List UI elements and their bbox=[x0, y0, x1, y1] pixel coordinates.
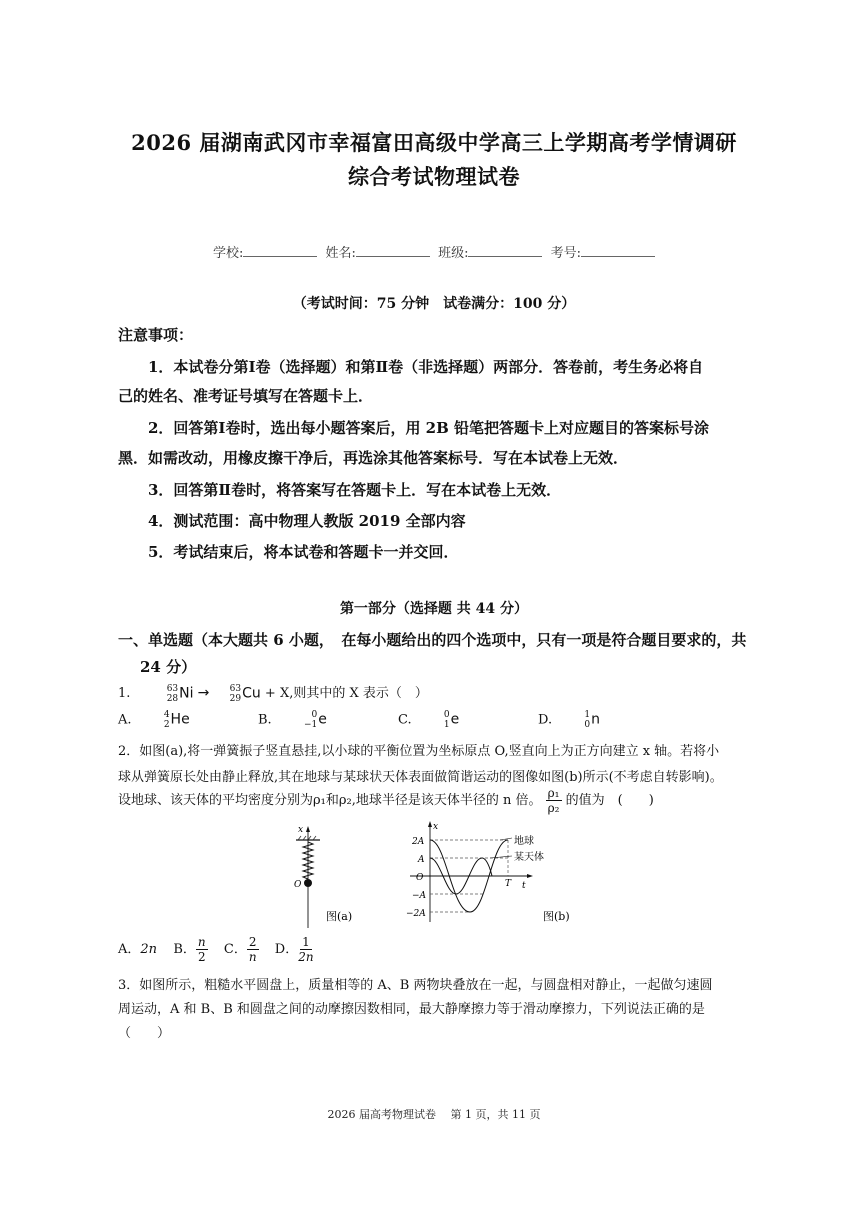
note-item-2-line1: 2．回答第Ⅰ卷时，选出每小题答案后，用 2B 铅笔把答题卡上对应题目的答案标号涂 bbox=[148, 419, 710, 437]
fig-b-axis-x: x bbox=[433, 822, 439, 832]
note-item-5: 5．考试结束后，将本试卷和答题卡一并交回． bbox=[148, 543, 459, 561]
question-1-stem bbox=[118, 682, 428, 704]
figure-a-spring bbox=[278, 820, 378, 930]
fig-b-tick-2a: 2A bbox=[412, 837, 425, 847]
fig-a-origin: O bbox=[294, 880, 302, 890]
fig-a-caption: 图(a) bbox=[326, 910, 353, 923]
question-2-line2: 球从弹簧原长处由静止释放,其在地球与某球状天体表面做简谐运动的图像如图(b)所示(不考虑自转影响)。 bbox=[118, 770, 723, 785]
class-field[interactable] bbox=[468, 244, 542, 257]
note-item-1-line1: 1．本试卷分第Ⅰ卷（选择题）和第Ⅱ卷（非选择题）两部分．答卷前，考生务必将自 bbox=[148, 358, 704, 376]
question-1-option-c[interactable]: C. 0 1 e bbox=[398, 710, 460, 730]
fig-b-caption: 图(b) bbox=[543, 910, 570, 923]
question-2-option-a[interactable]: A．2n bbox=[118, 942, 158, 957]
name-label: 姓名: bbox=[325, 246, 356, 261]
question-1-option-a[interactable]: A. 4 2 He bbox=[118, 710, 190, 730]
note-item-2-line2: 黑．如需改动，用橡皮擦干净后，再选涂其他答案标号．写在本试卷上无效． bbox=[118, 449, 629, 467]
question-3-line2: 周运动，A 和 B、B 和圆盘之间的动摩擦因数相同，最大静摩擦力等于滑动摩擦力，下列说法正确的是 bbox=[118, 1002, 705, 1017]
section1-subtitle-line1: 一、单选题（本大题共 6 小题， 在每小题给出的四个选项中，只有一项是符合题目要求的，共 bbox=[118, 631, 747, 649]
question-1-option-d[interactable]: D. 1 0 n bbox=[538, 710, 600, 730]
page-footer: 2026 届高考物理试卷 第 1 页，共 11 页 bbox=[327, 1108, 541, 1121]
page-title-line1: 2026 届湖南武冈市幸福富田高级中学高三上学期高考学情调研 bbox=[131, 130, 737, 155]
notes-heading: 注意事项： bbox=[118, 326, 194, 344]
exam-no-label: 考号: bbox=[550, 246, 581, 261]
fig-b-tick-t: T bbox=[505, 879, 512, 889]
section1-subtitle-line2: 24 分） bbox=[140, 658, 197, 676]
school-label: 学校: bbox=[213, 246, 244, 261]
note-item-4: 4．测试范围：高中物理人教版 2019 全部内容 bbox=[148, 512, 466, 530]
fig-b-legend-earth: 地球 bbox=[514, 836, 534, 847]
copper-nuclide: 63 29 Cu bbox=[229, 683, 261, 704]
nickel-nuclide: 63 28 Ni bbox=[166, 683, 194, 704]
student-info-row bbox=[213, 242, 659, 261]
question-1-number: 1. bbox=[118, 686, 131, 701]
question-2-option-c[interactable]: C． $\frac{2}{n}$ bbox=[223, 935, 257, 964]
exam-meta: （考试时间：75 分钟 试卷满分：100 分） bbox=[292, 296, 576, 312]
question-3-line3: （ ） bbox=[118, 1026, 171, 1041]
question-2-options bbox=[118, 935, 314, 964]
question-1-option-b[interactable]: B. 0 −1 e bbox=[258, 710, 327, 730]
exam-no-field[interactable] bbox=[581, 244, 655, 257]
reaction-arrow: → bbox=[197, 685, 210, 701]
fig-b-axis-t: t bbox=[522, 881, 526, 891]
question-2-line3: 设地球、该天体的平均密度分别为ρ₁和ρ₂,地球半径是该天体半径的 n 倍。 $\frac{\text{ρ₁}}{\text{ρ₂}}$ 的值为 ( ) bbox=[118, 786, 654, 815]
question-2-option-b[interactable]: B． $\frac{n}{2}$ bbox=[173, 935, 206, 964]
fig-b-legend-body: 某天体 bbox=[514, 852, 544, 863]
question-2-option-d[interactable]: D． $\frac{1}{2n}$ bbox=[274, 935, 314, 964]
school-field[interactable] bbox=[243, 244, 317, 257]
density-ratio: $\frac{\text{ρ₁}}{\text{ρ₂}}$ bbox=[547, 786, 560, 815]
fig-b-tick-neg-a: −A bbox=[412, 891, 427, 901]
question-1-rest: + X,则其中的 X 表示（ ） bbox=[260, 686, 428, 701]
question-3-line1: 3．如图所示，粗糙水平圆盘上，质量相等的 A、B 两物块叠放在一起，与圆盘相对静止，一起做匀速圆 bbox=[118, 978, 713, 993]
section1-title: 第一部分（选择题 共 44 分） bbox=[339, 601, 529, 617]
fig-a-axis-x: x bbox=[298, 825, 304, 835]
note-item-1-line2: 己的姓名、准考证号填写在答题卡上． bbox=[118, 387, 374, 405]
fig-b-tick-neg-2a: −2A bbox=[406, 909, 426, 919]
class-label: 班级: bbox=[438, 246, 469, 261]
question-2-line1: 2．如图(a),将一弹簧振子竖直悬挂,以小球的平衡位置为坐标原点 O,竖直向上为正方向建立 x 轴。若将小 bbox=[118, 744, 720, 759]
fig-b-tick-a: A bbox=[418, 855, 425, 865]
name-field[interactable] bbox=[356, 244, 430, 257]
note-item-3: 3．回答第Ⅱ卷时，将答案写在答题卡上．写在本试卷上无效． bbox=[148, 481, 562, 499]
ball bbox=[304, 879, 312, 887]
fig-b-origin: O bbox=[416, 873, 424, 883]
page-title-line2: 综合考试物理试卷 bbox=[348, 164, 520, 189]
figure-b-graph bbox=[380, 818, 590, 930]
